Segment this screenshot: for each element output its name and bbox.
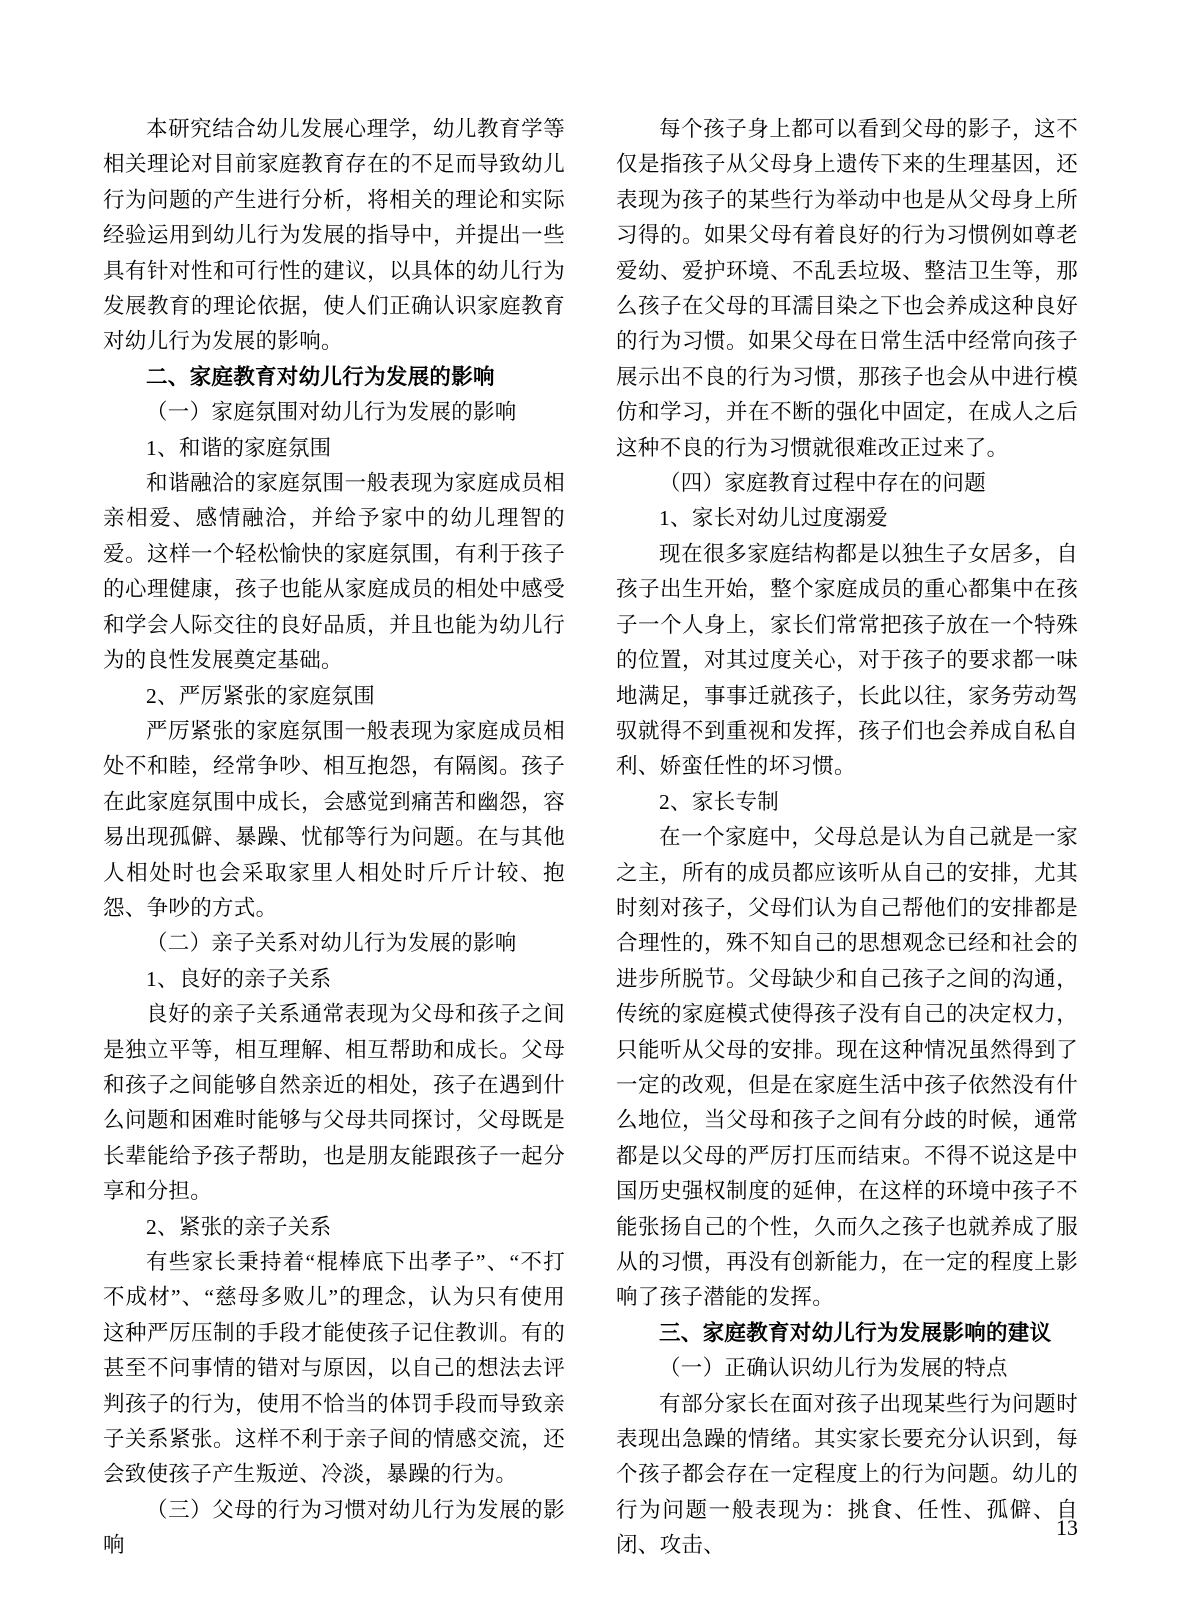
paragraph-intro: 本研究结合幼儿发展心理学，幼儿教育学等相关理论对目前家庭教育存在的不足而导致幼儿行为问题的产生进行分析，将相关的理论和实际经验运用到幼儿行为发展的指导中，并提出一些具有针对性和可行性的建议，以具体的幼儿行为发展教育的理论依据，使人们正确认识家庭教育对幼儿行为发展的影响。	[103, 117, 565, 354]
left-column	[103, 112, 565, 1564]
item-heading-2-1-1: 1、和谐的家庭氛围	[146, 435, 332, 460]
subsection-heading-2-4: （四）家庭教育过程中存在的问题	[659, 471, 987, 496]
subsection-heading-3-1: （一）正确认识幼儿行为发展的特点	[659, 1356, 1008, 1381]
subsection-heading-2-3: （三）父母的行为习惯对幼儿行为发展的影响	[103, 1497, 565, 1558]
section-heading-3: 三、家庭教育对幼儿行为发展影响的建议	[659, 1320, 1052, 1345]
item-heading-2-4-1: 1、家长对幼儿过度溺爱	[659, 506, 889, 531]
item-heading-2-2-1: 1、良好的亲子关系	[146, 966, 332, 991]
paragraph-tense-relationship: 有些家长秉持着“棍棒底下出孝子”、“不打不成材”、“慈母多败儿”的理念，认为只有使用这种严厉压制的手段才能使孩子记住教训。有的甚至不问事情的错对与原因，以自己的想法去评判孩子的行为，使用不恰当的体罚手段而导致亲子关系紧张。这样不利于亲子间的情感交流，还会致使孩子产生叛逆、冷淡，暴躁的行为。	[103, 1250, 565, 1487]
paragraph-strict-family: 严厉紧张的家庭氛围一般表现为家庭成员相处不和睦，经常争吵、相互抱怨，有隔阂。孩子在此家庭氛围中成长，会感觉到痛苦和幽怨，容易出现孤僻、暴躁、忧郁等行为问题。在与其他人相处时也会采取家里人相处时斤斤计较、抱怨、争吵的方式。	[103, 718, 565, 920]
page-number: 13	[1056, 1515, 1078, 1540]
paragraph-harmonious-family: 和谐融洽的家庭氛围一般表现为家庭成员相亲相爱、感情融洽，并给予家中的幼儿理智的爱。这样一个轻松愉快的家庭氛围，有利于孩子的心理健康，孩子也能从家庭成员的相处中感受和学会人际交往的良好品质，并且也能为幼儿行为的良性发展奠定基础。	[103, 471, 565, 673]
paragraph-spoiling: 现在很多家庭结构都是以独生子女居多，自孩子出生开始，整个家庭成员的重心都集中在孩子一个人身上，家长们常常把孩子放在一个特殊的位置，对其过度关心，对于孩子的要求都一味地满足，事事迁就孩子，长此以往，家务劳动驾驭就得不到重视和发挥，孩子们也会养成自私自利、娇蛮任性的坏习惯。	[616, 541, 1078, 779]
paragraph-authoritarian: 在一个家庭中，父母总是认为自己就是一家之主，所有的成员都应该听从自己的安排，尤其时刻对孩子，父母们认为自己帮他们的安排都是合理性的，殊不知自己的思想观念已经和社会的进步所脱节。父母缺少和自己孩子之间的沟通，传统的家庭模式使得孩子没有自己的决定权力，只能听从父母的安排。现在这种情况虽然得到了一定的改观，但是在家庭生活中孩子依然没有什么地位，当父母和孩子之间有分歧的时候，通常都是以父母的严厉打压而结束。不得不说这是中国历史强权制度的延伸，在这样的环境中孩子不能张扬自己的个性，久而久之孩子也就养成了服从的习惯，再没有创新能力，在一定的程度上影响了孩子潜能的发挥。	[616, 825, 1078, 1310]
item-heading-2-2-2: 2、紧张的亲子关系	[146, 1214, 332, 1239]
item-heading-2-1-2: 2、严厉紧张的家庭氛围	[146, 683, 376, 708]
subsection-heading-2-2: （二）亲子关系对幼儿行为发展的影响	[146, 931, 517, 956]
paragraph-parent-habits: 每个孩子身上都可以看到父母的影子，这不仅是指孩子从父母身上遗传下来的生理基因，还表现为孩子的某些行为举动中也是从父母身上所习得的。如果父母有着良好的行为习惯例如尊老爱幼、爱护环境、不乱丢垃圾、整洁卫生等，那么孩子在父母的耳濡目染之下也会养成这种良好的行为习惯。如果父母在日常生活中经常向孩子展示出不良的行为习惯，那孩子也会从中进行模仿和学习，并在不断的强化中固定，在成人之后这种不良的行为习惯就很难改正过来了。	[616, 117, 1078, 460]
section-heading-2: 二、家庭教育对幼儿行为发展的影响	[146, 364, 495, 389]
paragraph-good-relationship: 良好的亲子关系通常表现为父母和孩子之间是独立平等，相互理解、相互帮助和成长。父母和孩子之间能够自然亲近的相处，孩子在遇到什么问题和困难时能够与父母共同探讨，父母既是长辈能给予孩子帮助，也是朋友能跟孩子一起分享和分担。	[103, 1002, 565, 1204]
subsection-heading-2-1: （一）家庭氛围对幼儿行为发展的影响	[146, 400, 517, 425]
paragraph-behavior-traits: 有部分家长在面对孩子出现某些行为问题时表现出急躁的情绪。其实家长要充分认识到，每个孩子都会存在一定程度上的行为问题。幼儿的行为问题一般表现为：挑食、任性、孤僻、自闭、攻击、	[616, 1391, 1078, 1558]
item-heading-2-4-2: 2、家长专制	[659, 789, 780, 814]
right-column	[616, 112, 1078, 1564]
